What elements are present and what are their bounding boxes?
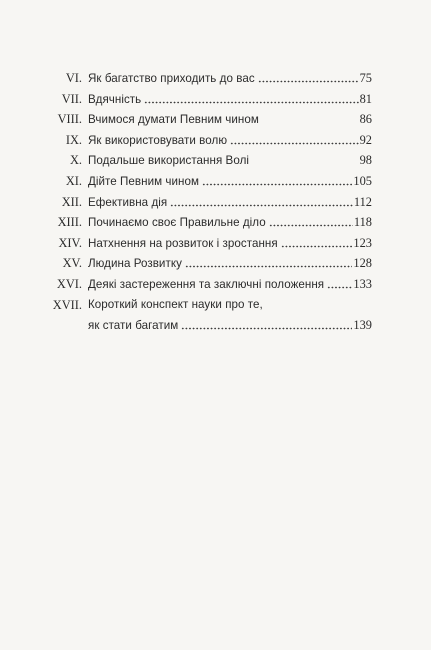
chapter-numeral: VIII. (57, 112, 82, 127)
dot-leader (327, 277, 352, 289)
page-number: 98 (359, 153, 372, 168)
dot-leader (281, 236, 353, 248)
page-number: 92 (359, 132, 372, 147)
chapter-title: Короткий конспект науки про те, (88, 297, 263, 311)
chapter-numeral: XVI. (56, 276, 82, 291)
page-number: 75 (359, 71, 372, 85)
page-number: 86 (359, 112, 372, 127)
table-of-contents (0, 68, 431, 336)
toc-entry (0, 212, 431, 233)
toc-entry (0, 89, 431, 110)
toc-entry (0, 150, 431, 171)
page-number: 133 (353, 276, 372, 291)
toc-entry (0, 274, 431, 295)
chapter-numeral: X. (69, 153, 82, 168)
chapter-title: Подальше використання Волі (88, 154, 250, 168)
dot-leader (185, 256, 352, 268)
toc-entry (0, 192, 431, 213)
page-number: 81 (359, 91, 372, 106)
dot-leader (202, 174, 352, 186)
chapter-title: Ефективна дія (88, 195, 168, 209)
page-number: 139 (353, 318, 372, 333)
chapter-title: Як багатство приходить до вас (88, 72, 255, 85)
chapter-numeral: XIV. (58, 235, 82, 250)
toc-entry (0, 253, 431, 274)
toc-entry (0, 295, 431, 336)
toc-entry (0, 109, 431, 130)
chapter-numeral: XII. (61, 194, 82, 209)
page-number: 128 (353, 256, 372, 271)
chapter-title: Деякі застереження та заключні положення (88, 277, 325, 291)
dot-leader (258, 71, 359, 83)
dot-leader (170, 195, 353, 207)
chapter-title: Починаємо своє Правильне діло (88, 216, 266, 230)
chapter-title: Вдячність (88, 92, 142, 106)
page-number: 118 (353, 215, 372, 230)
page-number: 112 (353, 194, 372, 209)
toc-entry (0, 233, 431, 254)
chapter-numeral: IX. (65, 132, 82, 147)
chapter-title: Дійте Певним чином (88, 174, 200, 188)
chapter-numeral: XV. (62, 256, 82, 271)
chapter-title: Натхнення на розвиток і зростання (88, 236, 278, 250)
chapter-title: Вчимося думати Певним чином (88, 113, 259, 127)
chapter-title: Як використовувати волю (88, 133, 228, 147)
toc-entry (0, 130, 431, 151)
dot-leader (144, 92, 358, 104)
dot-leader (269, 215, 353, 227)
page-number: 123 (353, 235, 372, 250)
chapter-title: Людина Розвитку (88, 257, 182, 271)
dot-leader (230, 133, 359, 145)
page-number: 105 (353, 173, 372, 188)
toc-entry (0, 171, 431, 192)
chapter-title-continued: як стати багатим (88, 319, 179, 333)
chapter-numeral: VII. (61, 91, 82, 106)
chapter-numeral: XI. (65, 173, 82, 188)
dot-leader (181, 318, 352, 330)
chapter-numeral: XIII. (57, 215, 82, 230)
chapter-numeral: VI. (65, 71, 82, 85)
toc-entry (0, 68, 431, 89)
chapter-numeral: XVII. (52, 297, 82, 312)
